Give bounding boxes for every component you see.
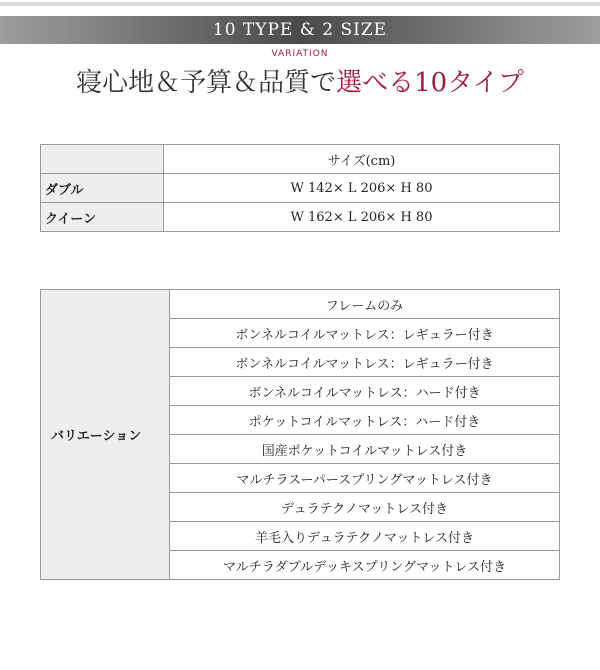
size-label: ダブル [41,174,164,203]
size-row [41,203,560,232]
top-divider [0,2,600,6]
title-banner [0,16,600,44]
size-header-empty [41,145,164,174]
variation-item: ボンネルコイルマットレス：ハード付き [170,377,560,406]
variation-item: マルチラスーパースプリングマットレス付き [170,464,560,493]
variation-item: マルチラダブルデッキスプリングマットレス付き [170,551,560,580]
banner-title: 10 TYPE & 2 SIZE [212,20,388,40]
size-header-row [41,145,560,174]
variation-table [40,289,560,580]
variation-item: デュラテクノマットレス付き [170,493,560,522]
size-value: W 162× L 206× H 80 [164,203,560,232]
size-label: クイーン [41,203,164,232]
size-row [41,174,560,203]
size-value: W 142× L 206× H 80 [164,174,560,203]
variation-item: ポケットコイルマットレス：ハード付き [170,406,560,435]
variation-label: バリエーション [41,290,170,580]
size-header: サイズ(cm) [164,145,560,174]
size-table [40,144,560,232]
variation-item: フレームのみ [170,290,560,319]
headline-main: 寝心地＆予算＆品質で [76,68,337,98]
page-headline [0,62,600,99]
variation-item: 羊毛入りデュラテクノマットレス付き [170,522,560,551]
variation-item: ボンネルコイルマットレス：レギュラー付き [170,348,560,377]
variation-row [41,290,560,319]
variation-item: 国産ポケットコイルマットレス付き [170,435,560,464]
variation-item: ボンネルコイルマットレス：レギュラー付き [170,319,560,348]
headline-accent: 選べる10タイプ [336,68,524,98]
section-subtitle: VARIATION [271,49,329,59]
